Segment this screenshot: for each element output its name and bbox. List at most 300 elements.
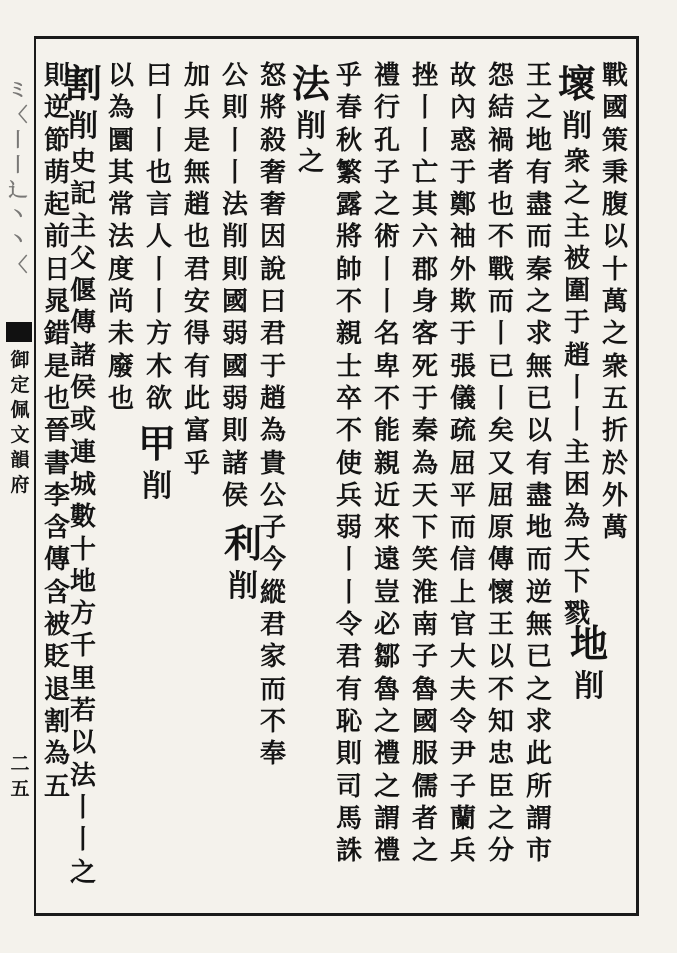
glyph: 魯 (373, 674, 400, 705)
glyph: 丨 (221, 125, 248, 156)
glyph: 尹 (449, 739, 476, 770)
glyph: 說 (259, 254, 286, 285)
glyph: 將 (335, 222, 362, 253)
glyph: 甲 (137, 421, 176, 466)
glyph: 之 (411, 836, 438, 867)
glyph: 為 (563, 502, 590, 533)
glyph: 晉 (43, 416, 70, 447)
glyph: 能 (373, 416, 400, 447)
glyph: 繁 (335, 157, 362, 188)
glyph: 丨 (145, 93, 172, 124)
text-column (180, 60, 214, 480)
glyph: 忠 (487, 739, 514, 770)
text-column (408, 60, 442, 867)
glyph: 于 (449, 319, 476, 350)
margin-strip (0, 30, 36, 900)
glyph: 節 (43, 125, 70, 156)
glyph: 弱 (221, 383, 248, 414)
glyph: 不 (373, 383, 400, 414)
glyph: 笑 (411, 545, 438, 576)
glyph: 弱 (221, 319, 248, 350)
glyph: 此 (525, 739, 552, 770)
glyph: 侯 (221, 480, 248, 511)
glyph: 者 (411, 803, 438, 834)
glyph: 法 (291, 61, 330, 106)
glyph: 平 (449, 480, 476, 511)
glyph: 恥 (335, 706, 362, 737)
glyph: 之 (563, 179, 590, 210)
glyph: 戰 (487, 254, 514, 285)
glyph: 懷 (487, 577, 514, 608)
glyph: 以 (69, 728, 96, 759)
glyph: 法 (107, 222, 134, 253)
glyph: 丨 (145, 254, 172, 285)
glyph: 袖 (449, 222, 476, 253)
glyph: 被 (43, 610, 70, 641)
glyph: 起 (43, 190, 70, 221)
glyph: 郡 (411, 254, 438, 285)
glyph: 其 (411, 190, 438, 221)
glyph: 今 (259, 545, 286, 576)
glyph: 公 (221, 61, 248, 91)
text-column (291, 60, 330, 178)
glyph: 安 (183, 287, 210, 318)
glyph: 富 (183, 416, 210, 447)
glyph: 以 (601, 222, 628, 253)
glyph: 以 (107, 61, 134, 91)
glyph: 欺 (449, 287, 476, 318)
glyph: 又 (487, 448, 514, 479)
glyph: 已 (525, 383, 552, 414)
glyph: 豈 (373, 577, 400, 608)
glyph: 卒 (335, 383, 362, 414)
glyph: 十 (69, 534, 96, 565)
glyph: 秉 (601, 157, 628, 188)
glyph: 乎 (335, 61, 362, 91)
glyph: 丨 (563, 405, 590, 436)
glyph: 書 (43, 448, 70, 479)
glyph: 是 (43, 351, 70, 382)
glyph: 之 (297, 147, 324, 177)
glyph: 遠 (373, 545, 400, 576)
glyph: 十 (601, 254, 628, 285)
glyph: 割 (43, 706, 70, 737)
glyph: 五 (43, 771, 70, 802)
glyph: 地 (525, 513, 552, 544)
glyph: 丨 (145, 125, 172, 156)
glyph: 記 (69, 179, 96, 210)
text-column (370, 60, 404, 867)
glyph: 則 (221, 93, 248, 124)
glyph: 而 (487, 287, 514, 318)
glyph: 君 (335, 642, 362, 673)
glyph: 將 (259, 93, 286, 124)
glyph: 市 (525, 836, 552, 867)
glyph: 折 (601, 416, 628, 447)
glyph: 露 (335, 190, 362, 221)
glyph: 丶 (8, 204, 28, 226)
glyph: 鄭 (449, 190, 476, 221)
glyph: 連 (69, 437, 96, 468)
glyph: 以 (525, 416, 552, 447)
glyph: 誅 (335, 836, 362, 867)
glyph: 丨 (335, 545, 362, 576)
glyph: 南 (411, 610, 438, 641)
frame-right-border (636, 36, 639, 916)
glyph: 於 (601, 448, 628, 479)
glyph: 屈 (449, 448, 476, 479)
glyph: 之 (69, 857, 96, 888)
glyph: 日 (43, 254, 70, 285)
glyph: 客 (411, 319, 438, 350)
glyph: 禮 (373, 61, 400, 91)
glyph: 也 (107, 383, 134, 414)
glyph: 有 (525, 157, 552, 188)
inline-entry (137, 420, 176, 506)
glyph: 秋 (335, 125, 362, 156)
glyph: 禍 (487, 125, 514, 156)
glyph: 乎 (183, 448, 210, 479)
glyph: 無 (525, 610, 552, 641)
glyph: 辶 (8, 179, 28, 201)
glyph: 趙 (183, 190, 210, 221)
glyph: 貶 (43, 642, 70, 673)
glyph: 則 (43, 61, 70, 91)
glyph: 為 (107, 93, 134, 124)
glyph: 君 (183, 254, 210, 285)
glyph: 家 (259, 642, 286, 673)
inline-entry (223, 520, 262, 606)
glyph: 國 (221, 351, 248, 382)
glyph: 已 (487, 351, 514, 382)
text-column (332, 60, 366, 867)
glyph: 御 (10, 349, 30, 371)
glyph: 而 (525, 222, 552, 253)
glyph: 五 (10, 778, 30, 800)
glyph: 佩 (10, 399, 30, 421)
glyph: 不 (259, 706, 286, 737)
glyph: 為 (43, 739, 70, 770)
glyph: 臣 (487, 771, 514, 802)
glyph: 惑 (449, 125, 476, 156)
glyph: 丨 (411, 93, 438, 124)
glyph: 萬 (601, 513, 628, 544)
glyph: 謂 (525, 803, 552, 834)
glyph: 淮 (411, 577, 438, 608)
glyph: 削 (68, 109, 98, 144)
glyph: 親 (373, 448, 400, 479)
glyph: 子 (449, 771, 476, 802)
glyph: 圜 (107, 125, 134, 156)
glyph: 儒 (411, 771, 438, 802)
glyph: 之 (373, 706, 400, 737)
glyph: 帥 (335, 254, 362, 285)
glyph: 衆 (563, 147, 590, 177)
glyph: 被 (563, 243, 590, 274)
glyph: 趙 (563, 340, 590, 371)
glyph: 父 (69, 243, 96, 274)
glyph: 法 (221, 190, 248, 221)
glyph: 王 (525, 61, 552, 91)
glyph: 術 (373, 222, 400, 253)
glyph: 貴 (259, 448, 286, 479)
text-column (484, 60, 518, 867)
glyph: 之 (525, 93, 552, 124)
glyph: 兵 (183, 93, 210, 124)
glyph: 困 (563, 469, 590, 500)
glyph: 腹 (601, 190, 628, 221)
glyph: 府 (10, 474, 30, 496)
glyph: 數 (69, 502, 96, 533)
glyph: 主 (563, 437, 590, 468)
glyph: 傳 (487, 545, 514, 576)
glyph: 為 (411, 448, 438, 479)
glyph: 行 (373, 93, 400, 124)
glyph: 則 (335, 739, 362, 770)
glyph: 內 (449, 93, 476, 124)
glyph: 法 (69, 760, 96, 791)
glyph: 文 (10, 424, 30, 446)
glyph: 李 (43, 480, 70, 511)
glyph: 禮 (373, 836, 400, 867)
glyph: 夫 (449, 674, 476, 705)
glyph: 知 (487, 706, 514, 737)
glyph: 丨 (487, 383, 514, 414)
glyph: 二 (10, 753, 30, 775)
glyph: 衆 (601, 351, 628, 382)
glyph: 萌 (43, 157, 70, 188)
book-title (6, 348, 34, 498)
glyph: 令 (335, 610, 362, 641)
glyph: 君 (259, 319, 286, 350)
glyph: 者 (487, 157, 514, 188)
glyph: 原 (487, 513, 514, 544)
glyph: 天 (563, 534, 590, 565)
glyph: 弱 (335, 513, 362, 544)
glyph: 盡 (525, 480, 552, 511)
glyph: 信 (449, 545, 476, 576)
glyph: 外 (601, 480, 628, 511)
glyph: 之 (601, 319, 628, 350)
glyph: 也 (43, 383, 70, 414)
glyph: 之 (525, 674, 552, 705)
glyph: 則 (221, 416, 248, 447)
glyph: 上 (449, 577, 476, 608)
glyph: 挫 (411, 61, 438, 91)
glyph: 于 (411, 383, 438, 414)
glyph: 丨 (8, 129, 28, 151)
glyph: 求 (525, 706, 552, 737)
glyph: 〈 (8, 254, 28, 276)
glyph: 君 (259, 610, 286, 641)
glyph: ミ (8, 79, 28, 101)
glyph: 之 (373, 771, 400, 802)
margin-black-block (6, 322, 32, 342)
glyph: 下 (411, 513, 438, 544)
glyph: 里 (69, 663, 96, 694)
glyph: 官 (449, 610, 476, 641)
glyph: 也 (145, 157, 172, 188)
glyph: 不 (487, 222, 514, 253)
glyph: 〈 (8, 104, 28, 126)
glyph: 前 (43, 222, 70, 253)
glyph: 削 (228, 569, 258, 604)
glyph: 萬 (601, 287, 628, 318)
glyph: 六 (411, 222, 438, 253)
glyph: 言 (145, 190, 172, 221)
text-column (598, 60, 632, 544)
glyph: 已 (525, 642, 552, 673)
glyph: 壞 (557, 61, 596, 106)
glyph: 含 (43, 577, 70, 608)
glyph: 城 (69, 469, 96, 500)
glyph: 為 (259, 416, 286, 447)
glyph: 史 (69, 147, 96, 177)
glyph: 錯 (43, 319, 70, 350)
text-column (104, 60, 138, 415)
glyph: 晁 (43, 287, 70, 318)
glyph: 故 (449, 61, 476, 91)
glyph: 因 (259, 222, 286, 253)
glyph: 儀 (449, 383, 476, 414)
glyph: 而 (449, 513, 476, 544)
text-column (218, 60, 252, 512)
glyph: 奢 (259, 157, 286, 188)
glyph: 傳 (43, 545, 70, 576)
glyph: 怨 (487, 61, 514, 91)
glyph: 名 (373, 319, 400, 350)
page-number (6, 752, 34, 802)
glyph: 削 (142, 469, 172, 504)
glyph: 地 (569, 621, 608, 666)
glyph: 丨 (69, 792, 96, 823)
text-column (522, 60, 556, 867)
glyph: 孔 (373, 125, 400, 156)
glyph: 以 (487, 642, 514, 673)
frame-bottom-border (34, 913, 638, 916)
glyph: 定 (10, 374, 30, 396)
glyph: 秦 (525, 254, 552, 285)
glyph: 來 (373, 513, 400, 544)
glyph: 其 (107, 157, 134, 188)
glyph: 之 (525, 287, 552, 318)
glyph: 丨 (373, 287, 400, 318)
glyph: 削 (574, 669, 604, 704)
glyph: 兵 (449, 836, 476, 867)
glyph: 丨 (335, 577, 362, 608)
glyph: 方 (145, 319, 172, 350)
glyph: 或 (69, 405, 96, 436)
glyph: 求 (525, 319, 552, 350)
glyph: 丶 (8, 229, 28, 251)
glyph: 不 (487, 674, 514, 705)
glyph: 未 (107, 319, 134, 350)
glyph: 丨 (221, 157, 248, 188)
glyph: 有 (525, 448, 552, 479)
glyph: 而 (525, 545, 552, 576)
glyph: 不 (335, 287, 362, 318)
glyph: 利 (223, 521, 262, 566)
glyph: 秦 (411, 416, 438, 447)
glyph: 割 (63, 61, 102, 106)
glyph: 矣 (487, 416, 514, 447)
glyph: 于 (259, 351, 286, 382)
glyph: 服 (411, 739, 438, 770)
glyph: 是 (183, 125, 210, 156)
glyph: 有 (335, 674, 362, 705)
text-column (142, 60, 176, 415)
glyph: 度 (107, 254, 134, 285)
glyph: 趙 (259, 383, 286, 414)
glyph: 廢 (107, 351, 134, 382)
glyph: 天 (411, 480, 438, 511)
glyph: 不 (335, 416, 362, 447)
glyph: 近 (373, 480, 400, 511)
glyph: 鄒 (373, 642, 400, 673)
glyph: 之 (487, 803, 514, 834)
glyph: 圍 (563, 276, 590, 307)
glyph: 于 (449, 157, 476, 188)
frame-top-border (34, 36, 638, 39)
glyph: 削 (221, 222, 248, 253)
glyph: 退 (43, 674, 70, 705)
glyph: 奢 (259, 190, 286, 221)
glyph: 所 (525, 771, 552, 802)
glyph: 無 (183, 157, 210, 188)
glyph: 身 (411, 287, 438, 318)
glyph: 則 (221, 254, 248, 285)
text-column (446, 60, 480, 867)
glyph: 縱 (259, 577, 286, 608)
glyph: 禮 (373, 739, 400, 770)
glyph: 諸 (69, 340, 96, 371)
glyph: 曰 (145, 61, 172, 91)
glyph: 謂 (373, 803, 400, 834)
glyph: 子 (411, 642, 438, 673)
glyph: 奉 (259, 739, 286, 770)
glyph: 親 (335, 319, 362, 350)
glyph: 兵 (335, 480, 362, 511)
glyph: 卑 (373, 351, 400, 382)
glyph: 盡 (525, 190, 552, 221)
glyph: 結 (487, 93, 514, 124)
glyph: 丨 (563, 373, 590, 404)
glyph: 司 (335, 771, 362, 802)
glyph: 王 (487, 610, 514, 641)
glyph: 丨 (373, 254, 400, 285)
glyph: 有 (183, 351, 210, 382)
inline-entry (569, 620, 608, 706)
glyph: 國 (411, 706, 438, 737)
glyph: 此 (183, 383, 210, 414)
glyph: 分 (487, 836, 514, 867)
glyph: 木 (145, 351, 172, 382)
glyph: 若 (69, 696, 96, 727)
glyph: 偃 (69, 276, 96, 307)
glyph: 千 (69, 631, 96, 662)
text-column (256, 60, 290, 771)
glyph: 屈 (487, 480, 514, 511)
glyph: 馬 (335, 803, 362, 834)
glyph: 亡 (411, 157, 438, 188)
glyph: 大 (449, 642, 476, 673)
glyph: 使 (335, 448, 362, 479)
glyph: 丨 (411, 125, 438, 156)
glyph: 丨 (145, 287, 172, 318)
glyph: 于 (563, 308, 590, 339)
glyph: 五 (601, 383, 628, 414)
glyph: 丨 (8, 154, 28, 176)
